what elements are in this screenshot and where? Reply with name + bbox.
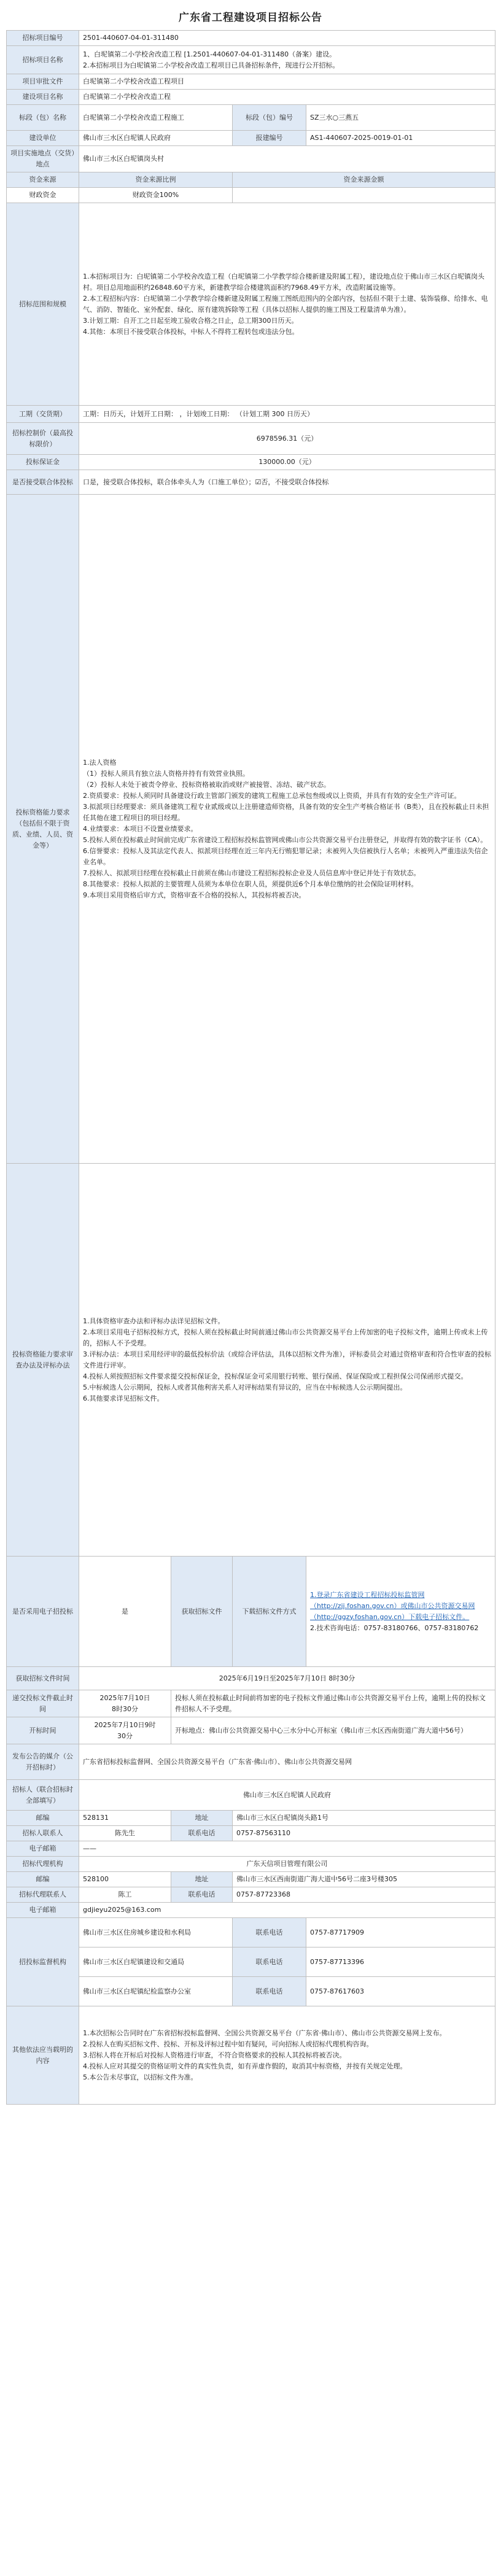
label-review: 投标资格能力要求审查办法及评标办法 bbox=[7, 1164, 79, 1557]
submit-date: 2025年7月10日 bbox=[99, 1693, 150, 1702]
value-agency-email: gdjieyu2025@163.com bbox=[79, 1903, 495, 1918]
label-agency-postcode: 邮编 bbox=[7, 1872, 79, 1887]
row-control-price bbox=[7, 423, 495, 455]
review-line: 2.本项目采用电子招标投标方式，投标人须在投标截止时间前通过佛山市公共资源交易平台上传加密的电子投标文件，逾期上传或未上传的，招标人不予受理。 bbox=[83, 1328, 488, 1347]
value-supervisor-phone: 0757-87617603 bbox=[306, 1977, 495, 2006]
qualification-line: 2.资质要求：投标人须同时具备建设行政主管部门颁发的建筑工程施工总承包叁级或以上资质，并具有有效的安全生产许可证。 bbox=[83, 791, 461, 800]
row-funding-values bbox=[7, 188, 495, 203]
value-open-location: 开标地点：佛山市公共资源交易中心三水分中心开标室（佛山市三水区西南街道广海大道中56号） bbox=[171, 1717, 495, 1744]
review-line: 6.其他要求详见招标文件。 bbox=[83, 1394, 164, 1402]
label-open-time: 开标时间 bbox=[7, 1717, 79, 1744]
row-supervisor-1 bbox=[7, 1918, 495, 1947]
label-publish-media: 发布公告的媒介（公开招标时） bbox=[7, 1744, 79, 1780]
qualification-line: 9.本项目采用资格后审方式，资格审查不合格的投标人，其投标将被否决。 bbox=[83, 891, 306, 899]
row-construction-unit bbox=[7, 131, 495, 146]
label-construction-unit: 建设单位 bbox=[7, 131, 79, 146]
label-tenderer: 招标人（联合招标时全部填写） bbox=[7, 1780, 79, 1811]
download-link[interactable]: 1.登录广东省建设工程招标投标监管网（http://zjj.foshan.gov.cn）或佛山市公共资源交易网（http://ggzy.foshan.gov.cn）下载电子招标文件。 bbox=[310, 1590, 475, 1621]
label-project-name: 招标项目名称 bbox=[7, 46, 79, 74]
label-supervisor-phone: 联系电话 bbox=[233, 1918, 306, 1947]
row-review bbox=[7, 1164, 495, 1557]
label-section-name: 标段（包）名称 bbox=[7, 105, 79, 131]
value-duration: 工期：日历天，计划开工日期： ，计划竣工日期： （计划工期 300 日历天） bbox=[79, 406, 495, 423]
label-project-code: 招标项目编号 bbox=[7, 31, 79, 46]
value-funding-source: 财政资金 bbox=[7, 188, 79, 203]
row-tenderer bbox=[7, 1780, 495, 1811]
value-joint: 口是，接受联合体投标，联合体牵头人为（口施工单位）；☑否，不接受联合体投标 bbox=[79, 470, 495, 495]
value-others bbox=[79, 2006, 495, 2105]
label-submit-deadline: 递交投标文件截止时间 bbox=[7, 1690, 79, 1717]
value-e-tender: 是 bbox=[79, 1557, 171, 1667]
label-construction-project: 建设项目名称 bbox=[7, 90, 79, 105]
value-agency-contact: 陈工 bbox=[79, 1887, 171, 1903]
value-phone: 0757-87563110 bbox=[233, 1826, 495, 1841]
label-location: 项目实施地点（交货）地点 bbox=[7, 146, 79, 172]
value-qualification bbox=[79, 495, 495, 1164]
download-phone: 2.技术咨询电话：0757-83180766、0757-83180762 bbox=[310, 1623, 479, 1632]
row-joint bbox=[7, 470, 495, 495]
value-submit-deadline bbox=[79, 1690, 171, 1717]
row-agency bbox=[7, 1857, 495, 1872]
scope-line: 4.其他：本项目不接受联合体投标，中标人不得将工程转包或违法分包。 bbox=[83, 327, 299, 336]
value-location: 佛山市三水区白坭镇岗头村 bbox=[79, 146, 495, 172]
announcement-table bbox=[6, 30, 495, 2105]
value-agency-postcode: 528100 bbox=[79, 1872, 171, 1887]
project-name-line: 2.本招标项目为白坭镇第二小学校舍改造工程项目已具备招标条件，现进行公开招标。 bbox=[83, 61, 340, 69]
qualification-line: 5.投标人须在投标截止时间前完成广东省建设工程招标投标监管网或佛山市公共资源交易平台注册登记，并取得有效的数字证书（CA）。 bbox=[83, 835, 487, 844]
row-publish-media bbox=[7, 1744, 495, 1780]
row-doc-time bbox=[7, 1667, 495, 1690]
row-qualification bbox=[7, 495, 495, 1164]
scope-line: 1.本招标项目为：白坭镇第二小学校舍改造工程（白坭镇第二小学教学综合楼新建及附属工程），建设地点位于佛山市三水区白坭镇岗头村。项目总用地面积约26848.60平方米，新建教学综合楼建筑面积约7968.49平方米，改造附属设施等。 bbox=[83, 272, 484, 292]
label-agency-phone: 联系电话 bbox=[171, 1887, 233, 1903]
value-deposit: 130000.00（元） bbox=[79, 455, 495, 470]
value-contact: 陈先生 bbox=[79, 1826, 171, 1841]
others-line: 2.投标人在购买招标文件、投标、开标及评标过程中如有疑问，可向招标人或招标代理机构咨询。 bbox=[83, 2040, 373, 2048]
row-tenderer-address bbox=[7, 1811, 495, 1826]
open-date: 2025年7月10日9时 bbox=[94, 1720, 156, 1729]
value-section-code: SZ三水○三燕五 bbox=[306, 105, 495, 131]
label-supervisor-phone: 联系电话 bbox=[233, 1947, 306, 1977]
qualification-line: 4.业绩要求：本项目不设置业绩要求。 bbox=[83, 824, 198, 833]
value-review bbox=[79, 1164, 495, 1557]
row-e-tender bbox=[7, 1557, 495, 1667]
row-section bbox=[7, 105, 495, 131]
label-funding-ratio: 资金来源比例 bbox=[79, 172, 233, 188]
value-open-time bbox=[79, 1717, 171, 1744]
review-line: 4.投标人须按照招标文件要求提交投标保证金，投标保证金可采用银行转账、银行保函、保证保险或工程担保公司保函形式提交。 bbox=[83, 1372, 468, 1380]
row-tenderer-contact bbox=[7, 1826, 495, 1841]
label-approval-doc: 项目审批文件 bbox=[7, 74, 79, 90]
row-agency-contact bbox=[7, 1887, 495, 1903]
label-others: 其他依法应当载明的内容 bbox=[7, 2006, 79, 2105]
value-funding-ratio: 财政资金100% bbox=[79, 188, 233, 203]
label-email: 电子邮箱 bbox=[7, 1841, 79, 1857]
value-control-price: 6978596.31（元） bbox=[79, 423, 495, 455]
value-section-name: 白坭镇第二小学校舍改造工程施工 bbox=[79, 105, 233, 131]
label-duration: 工期（交货期） bbox=[7, 406, 79, 423]
value-supervisor-name: 佛山市三水区住房城乡建设和水利局 bbox=[79, 1918, 233, 1947]
row-construction-project bbox=[7, 90, 495, 105]
others-line: 3.招标人将在开标后对投标人资格进行审查，不符合资格要求的投标人其投标将被否决。 bbox=[83, 2051, 346, 2059]
qualification-line: 7.投标人、拟派项目经理在投标截止日前须在佛山市建设工程招标投标企业及人员信息库中登记并处于有效状态。 bbox=[83, 868, 421, 877]
row-tenderer-email bbox=[7, 1841, 495, 1857]
qualification-line: 1.法人资格 bbox=[83, 758, 117, 767]
value-email: —— bbox=[79, 1841, 495, 1857]
others-line: 4.投标人应对其提交的资格证明文件的真实性负责，如有弄虚作假的，取消其中标资格，并按有关规定处理。 bbox=[83, 2062, 407, 2070]
row-agency-email bbox=[7, 1903, 495, 1918]
review-line: 1.具体资格审查办法和评标办法详见招标文件。 bbox=[83, 1317, 225, 1325]
row-scope bbox=[7, 203, 495, 406]
label-address: 地址 bbox=[171, 1811, 233, 1826]
doc-time-range: 2025年6月19日至2025年7月10日 bbox=[219, 1674, 327, 1682]
doc-time-end: 8时30分 bbox=[328, 1674, 355, 1682]
label-scope: 招标范围和规模 bbox=[7, 203, 79, 406]
value-scope bbox=[79, 203, 495, 406]
label-control-price: 招标控制价（最高投标限价） bbox=[7, 423, 79, 455]
value-construction-project: 白坭镇第二小学校舍改造工程 bbox=[79, 90, 495, 105]
label-download-method: 下载招标文件方式 bbox=[233, 1557, 306, 1667]
label-supervisors: 招投标监督机构 bbox=[7, 1918, 79, 2006]
label-agency: 招标代理机构 bbox=[7, 1857, 79, 1872]
scope-line: 3.计划工期：自开工之日起至竣工验收合格之日止，总工期300日历天。 bbox=[83, 316, 298, 325]
label-joint: 是否接受联合体投标 bbox=[7, 470, 79, 495]
label-phone: 联系电话 bbox=[171, 1826, 233, 1841]
value-agency: 广东天信项目管理有限公司 bbox=[79, 1857, 495, 1872]
label-funding-amount: 资金来源金额 bbox=[233, 172, 495, 188]
value-supervisor-name: 佛山市三水区白坭镇纪检监察办公室 bbox=[79, 1977, 233, 2006]
others-line: 5.本公告未尽事宜，以招标文件为准。 bbox=[83, 2073, 198, 2081]
label-agency-contact: 招标代理联系人 bbox=[7, 1887, 79, 1903]
label-funding-source: 资金来源 bbox=[7, 172, 79, 188]
label-filing-no: 报建编号 bbox=[233, 131, 306, 146]
review-line: 3.评标办法：本项目采用经评审的最低投标价法（或综合评估法，具体以招标文件为准），评标委员会对通过资格审查和符合性审查的投标文件进行评审。 bbox=[83, 1350, 491, 1369]
value-postcode: 528131 bbox=[79, 1811, 171, 1826]
row-supervisor-2 bbox=[7, 1947, 495, 1977]
row-project-code bbox=[7, 31, 495, 46]
row-agency-address bbox=[7, 1872, 495, 1887]
row-submit-deadline bbox=[7, 1690, 495, 1717]
value-doc-time bbox=[79, 1667, 495, 1690]
qualification-line: 3.拟派项目经理要求：须具备建筑工程专业贰级或以上注册建造师资格，具备有效的安全生产考核合格证书（B类），且在投标截止日未担任其他在建工程项目的项目经理。 bbox=[83, 802, 489, 822]
scope-line: 2.本工程招标内容：白坭镇第二小学教学综合楼新建及附属工程施工图纸范围内的全部内容，包括但不限于土建、装饰装修、给排水、电气、消防、智能化、室外配套、绿化、原有建筑拆除等工程（具体以招标人提供的施工图及工程量清单为准）。 bbox=[83, 294, 488, 314]
label-postcode: 邮编 bbox=[7, 1811, 79, 1826]
value-supervisor-name: 佛山市三水区白坭镇建设和交通局 bbox=[79, 1947, 233, 1977]
label-agency-address: 地址 bbox=[171, 1872, 233, 1887]
row-location bbox=[7, 146, 495, 172]
value-publish-media: 广东省招标投标监督网、全国公共资源交易平台（广东省·佛山市）、佛山市公共资源交易网 bbox=[79, 1744, 495, 1780]
value-supervisor-phone: 0757-87717909 bbox=[306, 1918, 495, 1947]
row-deposit bbox=[7, 455, 495, 470]
value-agency-phone: 0757-87723368 bbox=[233, 1887, 495, 1903]
project-name-line: 1、白坭镇第二小学校舍改造工程 [1.2501-440607-04-01-311480（备案）建设。 bbox=[83, 50, 336, 58]
row-approval-doc bbox=[7, 74, 495, 90]
review-line: 5.中标候选人公示期间，投标人或者其他利害关系人对评标结果有异议的，应当在中标候选人公示期间提出。 bbox=[83, 1383, 407, 1391]
value-address: 佛山市三水区白坭镇岗头路1号 bbox=[233, 1811, 495, 1826]
qualification-line: （1）投标人须具有独立法人资格并持有有效营业执照。 bbox=[83, 769, 249, 778]
label-supervisor-phone: 联系电话 bbox=[233, 1977, 306, 2006]
label-e-tender: 是否采用电子招投标 bbox=[7, 1557, 79, 1667]
row-project-name bbox=[7, 46, 495, 74]
value-filing-no: AS1-440607-2025-0019-01-01 bbox=[306, 131, 495, 146]
others-line: 1.本次招标公告同时在广东省招标投标监督网、全国公共资源交易平台（广东省·佛山市）、佛山市公共资源交易网上发布。 bbox=[83, 2029, 446, 2037]
value-project-name bbox=[79, 46, 495, 74]
qualification-line: 6.信誉要求：投标人及其法定代表人、拟派项目经理在近三年内无行贿犯罪记录；未被列入失信被执行人名单；未被列入严重违法失信企业名单。 bbox=[83, 846, 488, 866]
value-submit-method: 投标人须在投标截止时间前将加密的电子投标文件通过佛山市公共资源交易平台上传，逾期上传的投标文件招标人不予受理。 bbox=[171, 1690, 495, 1717]
value-construction-unit: 佛山市三水区白坭镇人民政府 bbox=[79, 131, 233, 146]
value-agency-address: 佛山市三水区西南街道广海大道中56号二座3号楼305 bbox=[233, 1872, 495, 1887]
row-others bbox=[7, 2006, 495, 2105]
label-deposit: 投标保证金 bbox=[7, 455, 79, 470]
row-supervisor-3 bbox=[7, 1977, 495, 2006]
label-tender-doc: 获取招标文件 bbox=[171, 1557, 233, 1667]
label-doc-time: 获取招标文件时间 bbox=[7, 1667, 79, 1690]
open-minute: 30分 bbox=[117, 1731, 133, 1740]
value-funding-amount bbox=[233, 188, 495, 203]
value-tenderer: 佛山市三水区白坭镇人民政府 bbox=[79, 1780, 495, 1811]
value-download-method bbox=[306, 1557, 495, 1667]
label-section-code: 标段（包）编号 bbox=[233, 105, 306, 131]
label-agency-email: 电子邮箱 bbox=[7, 1903, 79, 1918]
row-funding-header bbox=[7, 172, 495, 188]
label-contact: 招标人联系人 bbox=[7, 1826, 79, 1841]
submit-time: 8时30分 bbox=[112, 1704, 138, 1713]
label-qualification: 投标资格能力要求（包括但不限于资质、业绩、人员、资金等） bbox=[7, 495, 79, 1164]
value-project-code: 2501-440607-04-01-311480 bbox=[79, 31, 495, 46]
row-open-time bbox=[7, 1717, 495, 1744]
row-duration bbox=[7, 406, 495, 423]
page-title: 广东省工程建设项目招标公告 bbox=[179, 12, 322, 24]
value-approval-doc: 白坭镇第二小学校舍改造工程项目 bbox=[79, 74, 495, 90]
value-supervisor-phone: 0757-87713396 bbox=[306, 1947, 495, 1977]
qualification-line: 8.其他要求：投标人拟派的主要管理人员须为本单位在职人员，须提供近6个月本单位缴纳的社会保险证明材料。 bbox=[83, 880, 418, 888]
qualification-line: （2）投标人未处于被责令停业、投标资格被取消或财产被接管、冻结、破产状态。 bbox=[83, 780, 330, 789]
